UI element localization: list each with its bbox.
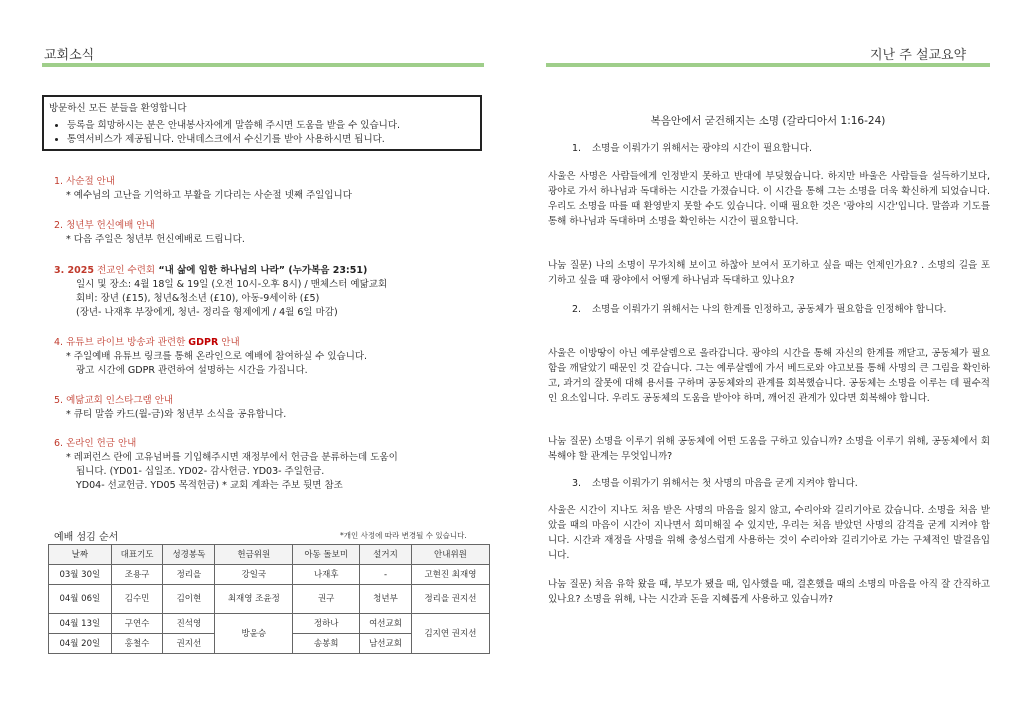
notice-line: * 큐티 말씀 카드(월-금)와 청년부 소식을 공유합니다.: [66, 409, 287, 420]
sermon-question-3: 나눔 질문) 처음 유학 왔을 때, 부모가 됐을 때, 입사했을 때, 결혼했을 때의 소명의 마음을 아직 잘 간직하고 있나요? 소명을 위해, 나는 시간과 돈을 지혜롭게 사용하고 있습니까?: [548, 579, 990, 605]
schedule-note: *개인 사정에 따라 변경될 수 있습니다.: [340, 531, 467, 540]
table-header: 성경봉독: [163, 545, 215, 565]
point-number: 2.: [572, 304, 582, 315]
table-cell: 정하나: [293, 614, 360, 634]
notice-line: * 다음 주일은 청년부 헌신예배로 드립니다.: [66, 234, 245, 245]
table-cell: 홍철수: [111, 634, 163, 654]
table-cell: 송봉희: [293, 634, 360, 654]
notice-title: 2. 청년부 헌신예배 안내: [54, 220, 155, 231]
notice-title-num: 3. 2025: [54, 265, 94, 276]
table-cell: -: [360, 565, 412, 585]
notice-gdpr: [54, 336, 484, 378]
notice-youth-worship: [54, 219, 484, 247]
notice-instagram: [54, 394, 484, 422]
table-header-row: [49, 545, 490, 565]
table-row: [49, 614, 490, 634]
notice-lent: [54, 175, 484, 203]
notice-line: * 주일예배 유튜브 링크를 통해 온라인으로 예배에 참여하실 수 있습니다.: [66, 351, 368, 362]
table-cell: 조용구: [111, 565, 163, 585]
table-cell: 정리을: [163, 565, 215, 585]
notice-line: 광고 시간에 GDPR 관련하여 설명하는 시간을 가집니다.: [76, 365, 308, 376]
table-header: 헌금위원: [215, 545, 293, 565]
table-row: [49, 565, 490, 585]
table-cell: 김지연 권지선: [411, 614, 489, 654]
point-text: 소명을 이뤄가기 위해서는 광야의 시간이 필요합니다.: [592, 143, 813, 154]
table-cell: 04월 13일: [49, 614, 112, 634]
table-cell: 고현진 최재영: [411, 565, 489, 585]
table-cell: 진석영: [163, 614, 215, 634]
welcome-title: 방문하신 모든 분들을 환영합니다: [49, 103, 187, 114]
notice-title-rest: “내 삶에 임한 하나님의 나라” (누가복음 23:51): [155, 265, 368, 276]
sermon-question-1: 나눔 질문) 나의 소명이 무가치해 보이고 하찮아 보여서 포기하고 싶을 때는 언제인가요? . 소명의 길을 포기하고 싶을 때 광야에서 어떻게 하나님과 독대하고 있나요?: [548, 260, 990, 286]
left-header-rule: [42, 63, 484, 67]
notice-title-red: 4. 유튜브 라이브 방송과 관련한: [54, 337, 189, 348]
table-cell: 김수민: [111, 585, 163, 614]
table-header: 아동 돌보미: [293, 545, 360, 565]
welcome-item: • 통역서비스가 제공됩니다. 안내데스크에서 수신기를 받아 사용하시면 됩니다.: [67, 133, 475, 148]
table-cell: 권구: [293, 585, 360, 614]
notice-title-tail: 안내: [218, 337, 240, 348]
right-header-rule: [546, 63, 990, 67]
right-header: 지난 주 설교요약: [870, 48, 967, 63]
table-cell: 03월 30일: [49, 565, 112, 585]
sermon-point-1: [572, 141, 992, 156]
table-header: 안내위원: [411, 545, 489, 565]
welcome-item: • 등록을 희망하시는 분은 안내봉사자에게 말씀해 주시면 도움을 받을 수 있습니다.: [67, 119, 475, 134]
table-cell: 최재영 조윤정: [215, 585, 293, 614]
sermon-body-2: 사울은 이방땅이 아닌 예루살렘으로 올라갑니다. 광야의 시간을 통해 자신의 한계를 깨닫고, 공동체가 필요함을 깨달았기 때문인 것 같습니다. 그는 예루살렘에 가서 베드로와 야고보를 통해 사명의 큰 그림을 확인하고, 과거의 잘못에 대해 용서를 구하며 공동체와의 관계를 회복했습니다. 공동체는 소명을 이루는 데 필수적인 요소입니다. 우리도 공동체의 도움을 받아야 하며, 깨어진 관계가 있다면 회복해야 합니다.: [548, 348, 990, 404]
sermon-point-3: [572, 476, 992, 491]
table-cell: 구연수: [111, 614, 163, 634]
notice-title: 5. 예닮교회 인스타그램 안내: [54, 395, 174, 406]
notice-title: [54, 264, 484, 278]
table-cell: 여선교회: [360, 614, 412, 634]
notice-line: 일시 및 장소: 4월 18일 & 19일 (오전 10시-오후 8시) / 맨체스터 예닮교회: [76, 279, 388, 290]
notice-line: * 예수님의 고난을 기억하고 부활을 기다리는 사순절 넷째 주일입니다: [66, 190, 352, 201]
schedule-table: [48, 544, 490, 654]
notice-title: 6. 온라인 헌금 안내: [54, 438, 137, 449]
table-header: 대표기도: [111, 545, 163, 565]
table-cell: 정리을 권지선: [411, 585, 489, 614]
notice-title: [54, 336, 484, 350]
notice-line: * 레퍼런스 란에 고유넘버를 기입해주시면 재정부에서 헌금을 분류하는데 도움이: [66, 452, 398, 463]
notice-line: 회비: 장년 (£15), 청년&청소년 (£10), 아동-9세이하 (£5): [76, 293, 320, 304]
schedule-title: 예배 섬김 순서: [54, 532, 119, 543]
left-header: 교회소식: [44, 48, 95, 63]
notice-title-red: 전교인 수련회: [93, 265, 156, 276]
sermon-point-2: [572, 302, 992, 317]
notice-retreat: [54, 264, 484, 320]
sermon-question-2: 나눔 질문) 소명을 이루기 위해 공동체에 어떤 도움을 구하고 있습니까? 소명을 이루기 위해, 공동체에서 회복해야 할 관계는 무엇입니까?: [548, 436, 990, 462]
notice-online-offering: [54, 437, 484, 493]
notice-title: 1. 사순절 안내: [54, 176, 115, 187]
table-cell: 04월 06일: [49, 585, 112, 614]
table-row: [49, 585, 490, 614]
notice-title-gdpr: GDPR: [188, 337, 219, 348]
table-cell: 04월 20일: [49, 634, 112, 654]
notice-line: (장년- 나재후 부장에게, 청년- 정리을 형제에게 / 4월 6일 마감): [76, 307, 338, 318]
sermon-body-3: 사울은 시간이 지나도 처음 받은 사명의 마음을 잃지 않고, 수리아와 길리기아로 갔습니다. 소명을 처음 받았을 때의 마음이 시간이 지나면서 희미해질 수 있지만, 우리는 처음 받았던 사명의 감격을 굳게 지켜야 합니다. 시간과 재정을 사명을 위해 충성스럽게 사용하는 것이 수리아와 길리기아로 가는 구체적인 발걸음입니다.: [548, 505, 990, 561]
point-text: 소명을 이뤄가기 위해서는 첫 사명의 마음을 굳게 지켜야 합니다.: [592, 478, 858, 489]
sermon-title: 복음안에서 굳건해지는 소명 (갈라디아서 1:16-24): [650, 115, 886, 127]
table-header: 날짜: [49, 545, 112, 565]
table-cell: 강일국: [215, 565, 293, 585]
point-text: 소명을 이뤄가기 위해서는 나의 한계를 인정하고, 공동체가 필요함을 인정해야 합니다.: [592, 304, 947, 315]
table-cell: 김이현: [163, 585, 215, 614]
point-number: 3.: [572, 478, 582, 489]
table-cell: 방윤승: [215, 614, 293, 654]
notice-line: YD04- 선교헌금. YD05 목적헌금) * 교회 계좌는 주보 뒷면 참조: [76, 480, 343, 491]
point-number: 1.: [572, 143, 582, 154]
sermon-body-1: 사울은 사명은 사람들에게 인정받지 못하고 반대에 부딪혔습니다. 하지만 바울은 사람들을 설득하기보다, 광야로 가서 하나님과 독대하는 시간을 가졌습니다. 이 시간을 통해 그는 소명을 더욱 확신하게 되었습니다. 우리도 소명을 따를 때 환영받지 못할 수도 있습니다. 이때 필요한 것은 '광야의 시간'입니다. 말씀과 기도를 통해 하나님과 독대하며 소명을 확인하는 시간이 필요합니다.: [548, 171, 990, 227]
table-cell: 청년부: [360, 585, 412, 614]
table-header: 설거지: [360, 545, 412, 565]
table-cell: 권지선: [163, 634, 215, 654]
notice-line: 됩니다. (YD01- 십일조. YD02- 감사헌금. YD03- 주일헌금.: [76, 466, 325, 477]
table-cell: 나재후: [293, 565, 360, 585]
table-cell: 남선교회: [360, 634, 412, 654]
welcome-box: [42, 95, 482, 151]
